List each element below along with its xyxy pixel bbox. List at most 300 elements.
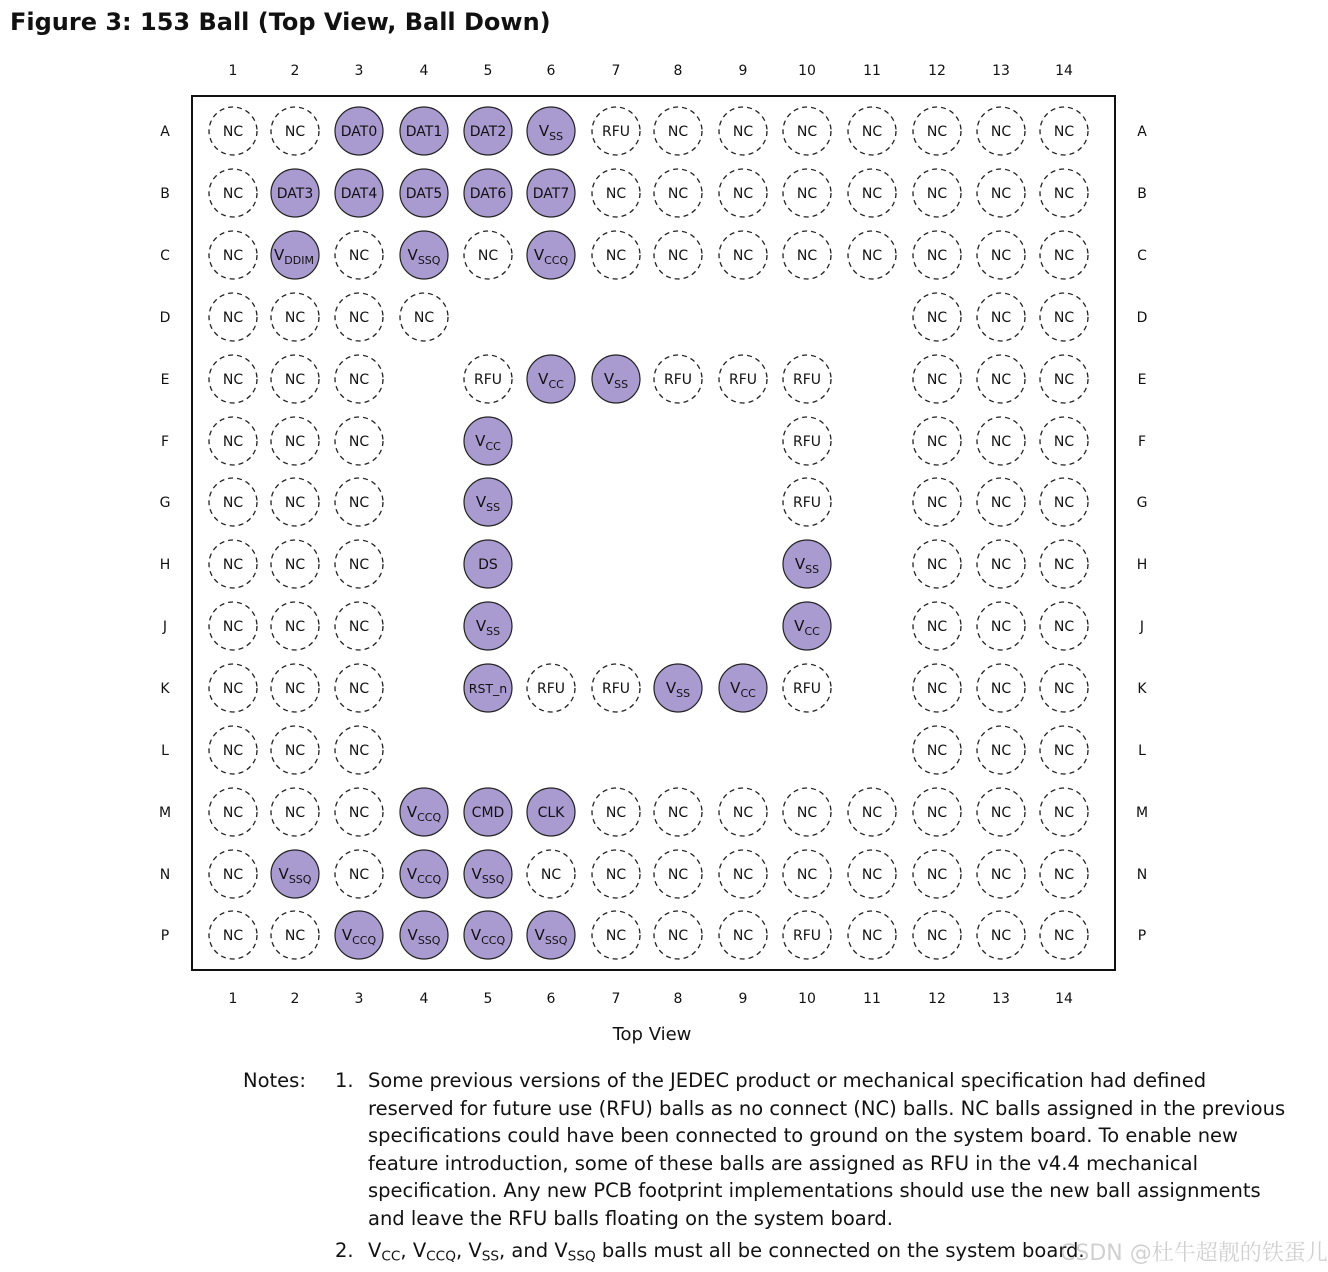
ball-label: NC [222, 743, 244, 759]
ball-label: NC [990, 928, 1012, 944]
ball-N2 [271, 850, 319, 898]
column-label-top: 14 [1055, 63, 1073, 79]
ball-label: NC [284, 495, 306, 511]
ball-P1 [209, 911, 257, 959]
ball-label: NC [1053, 928, 1075, 944]
ball-E7 [592, 355, 640, 403]
ball-C3 [335, 231, 383, 279]
ball-L14 [1040, 726, 1088, 774]
ball-F13 [977, 417, 1025, 465]
ball-D4 [400, 293, 448, 341]
ball-M8 [654, 788, 702, 836]
ball-label: NC [1053, 310, 1075, 326]
ball-K5 [464, 664, 512, 712]
ball-F10 [783, 417, 831, 465]
ball-N6 [527, 850, 575, 898]
figure-title: Figure 3: 153 Ball (Top View, Ball Down) [10, 8, 551, 36]
ball-K3 [335, 664, 383, 712]
ball-J12 [913, 602, 961, 650]
ball-label: NC [1053, 248, 1075, 264]
ball-label: NC [1053, 434, 1075, 450]
ball-label: $V_{SSQ}$ [534, 926, 568, 947]
ball-M5 [464, 788, 512, 836]
ball-label: NC [732, 805, 754, 821]
ball-D14 [1040, 293, 1088, 341]
ball-P10 [783, 911, 831, 959]
ball-label: NC [1053, 372, 1075, 388]
ball-N9 [719, 850, 767, 898]
ball-H2 [271, 540, 319, 588]
ball-label: NC [926, 310, 948, 326]
ball-label: DAT7 [532, 186, 570, 202]
ball-C8 [654, 231, 702, 279]
ball-C12 [913, 231, 961, 279]
ball-G12 [913, 478, 961, 526]
ball-label: NC [222, 248, 244, 264]
ball-label: RFU [792, 434, 822, 450]
ball-G2 [271, 478, 319, 526]
ball-E1 [209, 355, 257, 403]
row-labels-left [159, 124, 171, 944]
ball-label: NC [796, 867, 818, 883]
row-label-right: J [1139, 619, 1145, 635]
ball-label: NC [990, 681, 1012, 697]
ball-label: NC [222, 186, 244, 202]
ball-H14 [1040, 540, 1088, 588]
ball-K9 [719, 664, 767, 712]
ball-N4 [400, 850, 448, 898]
notes-label: Notes: [243, 1069, 306, 1092]
ball-label: NC [732, 124, 754, 140]
ball-label: $V_{SS}$ [475, 493, 501, 514]
ball-label: DAT0 [340, 124, 378, 140]
ball-H13 [977, 540, 1025, 588]
ball-C14 [1040, 231, 1088, 279]
column-labels-bottom [229, 991, 1073, 1007]
ball-label: NC [284, 310, 306, 326]
column-label-bottom: 3 [354, 991, 364, 1007]
column-label-bottom: 10 [798, 991, 816, 1007]
ball-E14 [1040, 355, 1088, 403]
column-label-bottom: 2 [290, 991, 300, 1007]
ball-label: NC [926, 186, 948, 202]
row-label-left: N [159, 867, 171, 883]
ball-N13 [977, 850, 1025, 898]
ball-J3 [335, 602, 383, 650]
ball-M9 [719, 788, 767, 836]
ball-label: $V_{SSQ}$ [407, 926, 441, 947]
column-label-bottom: 1 [228, 991, 238, 1007]
ball-label: NC [926, 805, 948, 821]
ball-J2 [271, 602, 319, 650]
ball-label: NC [926, 434, 948, 450]
ball-label: NC [990, 557, 1012, 573]
ball-N3 [335, 850, 383, 898]
ball-label: NC [605, 248, 627, 264]
ball-label: NC [732, 186, 754, 202]
ball-B7 [592, 169, 640, 217]
ball-B8 [654, 169, 702, 217]
ball-label: DAT6 [469, 186, 507, 202]
column-label-top: 3 [354, 63, 364, 79]
row-label-left: L [161, 743, 169, 759]
ball-K2 [271, 664, 319, 712]
note-2-number: 2. [335, 1239, 354, 1262]
ball-label: RFU [536, 681, 566, 697]
column-label-top: 8 [673, 63, 683, 79]
ball-label: $V_{CCQ}$ [406, 803, 442, 824]
ball-P8 [654, 911, 702, 959]
ball-J13 [977, 602, 1025, 650]
ball-label: NC [990, 867, 1012, 883]
ball-B2 [271, 169, 319, 217]
row-label-left: M [158, 805, 172, 821]
ball-N11 [848, 850, 896, 898]
ball-E2 [271, 355, 319, 403]
column-label-top: 6 [546, 63, 556, 79]
row-label-right: F [1137, 434, 1147, 450]
ball-M10 [783, 788, 831, 836]
ball-label: NC [413, 310, 435, 326]
ball-label: RST_n [468, 681, 508, 696]
column-label-top: 12 [928, 63, 946, 79]
ball-label: NC [926, 681, 948, 697]
ball-label: NC [926, 928, 948, 944]
ball-label: NC [990, 186, 1012, 202]
column-labels-top [229, 63, 1073, 79]
ball-N1 [209, 850, 257, 898]
ball-B3 [335, 169, 383, 217]
ball-label: NC [926, 248, 948, 264]
ball-M14 [1040, 788, 1088, 836]
ball-E9 [719, 355, 767, 403]
ball-A2 [271, 107, 319, 155]
ball-K8 [654, 664, 702, 712]
ball-label: NC [667, 186, 689, 202]
ball-label: NC [222, 372, 244, 388]
ball-label: $V_{CCQ}$ [406, 865, 442, 886]
column-label-bottom: 6 [546, 991, 556, 1007]
ball-label: NC [284, 434, 306, 450]
row-label-left: J [162, 619, 168, 635]
ball-label: NC [732, 248, 754, 264]
ball-label: $V_{SS}$ [794, 555, 820, 576]
row-label-right: E [1137, 372, 1147, 388]
column-label-bottom: 5 [483, 991, 493, 1007]
ball-J5 [464, 602, 512, 650]
ball-B12 [913, 169, 961, 217]
ball-E10 [783, 355, 831, 403]
ball-label: NC [222, 805, 244, 821]
row-label-left: G [159, 495, 171, 511]
column-label-bottom: 7 [611, 991, 621, 1007]
ball-label: NC [990, 310, 1012, 326]
ball-E5 [464, 355, 512, 403]
column-label-bottom: 12 [928, 991, 946, 1007]
row-label-left: C [160, 248, 170, 264]
ball-E6 [527, 355, 575, 403]
ball-H1 [209, 540, 257, 588]
ball-label: NC [284, 124, 306, 140]
ball-label: NC [732, 928, 754, 944]
ball-G5 [464, 478, 512, 526]
row-label-left: D [159, 310, 171, 326]
ball-K12 [913, 664, 961, 712]
ball-M1 [209, 788, 257, 836]
ball-label: NC [222, 310, 244, 326]
ball-label: NC [605, 186, 627, 202]
row-label-left: B [160, 186, 170, 202]
ball-P7 [592, 911, 640, 959]
ball-D13 [977, 293, 1025, 341]
ball-label: $V_{SSQ}$ [471, 865, 505, 886]
ball-label: RFU [728, 372, 758, 388]
ball-K13 [977, 664, 1025, 712]
ball-label: DAT4 [340, 186, 378, 202]
view-label: Top View [612, 1024, 692, 1045]
ball-label: NC [990, 124, 1012, 140]
ball-H12 [913, 540, 961, 588]
ball-label: NC [861, 805, 883, 821]
ball-label: NC [1053, 743, 1075, 759]
ball-B5 [464, 169, 512, 217]
ball-label: CLK [537, 805, 565, 821]
column-label-top: 10 [798, 63, 816, 79]
ball-N14 [1040, 850, 1088, 898]
ball-M6 [527, 788, 575, 836]
ball-G13 [977, 478, 1025, 526]
ball-P13 [977, 911, 1025, 959]
ball-label: $V_{SSQ}$ [407, 246, 441, 267]
ball-N12 [913, 850, 961, 898]
ball-label: $V_{SS}$ [538, 122, 564, 143]
ball-label: $V_{CCQ}$ [470, 926, 506, 947]
ball-A12 [913, 107, 961, 155]
ball-label: NC [222, 681, 244, 697]
ball-A4 [400, 107, 448, 155]
ball-label: RFU [663, 372, 693, 388]
ball-B9 [719, 169, 767, 217]
ball-P6 [527, 911, 575, 959]
ball-label: $V_{CC}$ [475, 432, 501, 453]
ball-label: NC [796, 805, 818, 821]
ball-label: DS [478, 557, 498, 573]
ball-P11 [848, 911, 896, 959]
ball-M11 [848, 788, 896, 836]
column-label-bottom: 4 [419, 991, 429, 1007]
ball-C13 [977, 231, 1025, 279]
ball-label: NC [796, 186, 818, 202]
ball-label: NC [796, 124, 818, 140]
ball-label: DAT5 [405, 186, 443, 202]
ball-label: NC [1053, 186, 1075, 202]
ball-C4 [400, 231, 448, 279]
ball-K6 [527, 664, 575, 712]
ball-label: RFU [792, 928, 822, 944]
ball-label: NC [990, 248, 1012, 264]
ball-A14 [1040, 107, 1088, 155]
ball-label: NC [1053, 867, 1075, 883]
row-label-left: K [160, 681, 170, 697]
ball-grid [209, 107, 1088, 959]
ball-label: NC [222, 495, 244, 511]
ball-P14 [1040, 911, 1088, 959]
ball-A7 [592, 107, 640, 155]
row-label-left: A [160, 124, 170, 140]
ball-P9 [719, 911, 767, 959]
row-label-right: B [1137, 186, 1147, 202]
ball-M3 [335, 788, 383, 836]
column-label-top: 11 [863, 63, 881, 79]
ball-J1 [209, 602, 257, 650]
ball-M7 [592, 788, 640, 836]
ball-label: NC [990, 619, 1012, 635]
ball-label: NC [348, 495, 370, 511]
ball-label: NC [926, 495, 948, 511]
ball-D1 [209, 293, 257, 341]
ball-label: NC [926, 867, 948, 883]
ball-label: NC [1053, 557, 1075, 573]
row-label-right: H [1136, 557, 1148, 573]
ball-L13 [977, 726, 1025, 774]
ball-label: NC [348, 867, 370, 883]
ball-label: NC [222, 557, 244, 573]
ball-B6 [527, 169, 575, 217]
ball-A11 [848, 107, 896, 155]
package-outline [192, 96, 1115, 970]
ball-label: NC [348, 743, 370, 759]
ball-N5 [464, 850, 512, 898]
ball-label: $V_{SS}$ [603, 370, 629, 391]
column-label-top: 1 [228, 63, 238, 79]
ball-B13 [977, 169, 1025, 217]
column-label-bottom: 9 [738, 991, 748, 1007]
ball-label: NC [990, 495, 1012, 511]
ball-N8 [654, 850, 702, 898]
row-labels-right [1136, 124, 1148, 944]
ball-label: NC [605, 928, 627, 944]
ball-C1 [209, 231, 257, 279]
ball-label: NC [222, 867, 244, 883]
ball-label: NC [348, 557, 370, 573]
ball-E3 [335, 355, 383, 403]
row-label-right: P [1137, 928, 1147, 944]
ball-label: $V_{CC}$ [794, 617, 820, 638]
ball-label: NC [926, 619, 948, 635]
row-label-right: G [1136, 495, 1148, 511]
ball-label: RFU [792, 495, 822, 511]
ball-M13 [977, 788, 1025, 836]
ball-H10 [783, 540, 831, 588]
note-1-text: Some previous versions of the JEDEC product or mechanical specification had defined reserved for future use (RFU) balls as no connect (NC) balls. NC balls assigned in the previous specifications could have been connected to ground on the system board. To enable new feature introduction, some of these balls are assigned as RFU in the v4.4 mechanical specification. Any new PCB footprint implementations should use the new ball assignments and leave the RFU balls floating on the system board. [368, 1069, 1286, 1230]
row-label-right: N [1136, 867, 1148, 883]
ball-F12 [913, 417, 961, 465]
ball-label: NC [222, 928, 244, 944]
ball-label: NC [1053, 619, 1075, 635]
ball-F14 [1040, 417, 1088, 465]
ball-B14 [1040, 169, 1088, 217]
ball-C6 [527, 231, 575, 279]
ball-D12 [913, 293, 961, 341]
ball-N7 [592, 850, 640, 898]
ball-label: NC [477, 248, 499, 264]
ball-J14 [1040, 602, 1088, 650]
column-label-bottom: 13 [992, 991, 1010, 1007]
ball-label: NC [348, 310, 370, 326]
ball-C11 [848, 231, 896, 279]
ball-label: NC [284, 557, 306, 573]
row-label-left: F [160, 434, 170, 450]
ball-label: $V_{CC}$ [730, 679, 756, 700]
ball-label: NC [284, 743, 306, 759]
ball-L1 [209, 726, 257, 774]
ball-label: NC [284, 619, 306, 635]
ball-label: RFU [792, 372, 822, 388]
ball-N10 [783, 850, 831, 898]
ball-label: NC [222, 434, 244, 450]
ball-A10 [783, 107, 831, 155]
ball-label: NC [348, 372, 370, 388]
ball-A5 [464, 107, 512, 155]
ball-K14 [1040, 664, 1088, 712]
row-label-right: L [1138, 743, 1146, 759]
ball-A13 [977, 107, 1025, 155]
ball-C9 [719, 231, 767, 279]
ball-label: $V_{SSQ}$ [278, 865, 312, 886]
ball-label: NC [1053, 124, 1075, 140]
ball-G3 [335, 478, 383, 526]
ball-label: NC [284, 681, 306, 697]
ball-K1 [209, 664, 257, 712]
ball-label: RFU [601, 124, 631, 140]
ball-E12 [913, 355, 961, 403]
ball-L2 [271, 726, 319, 774]
ball-label: $V_{CCQ}$ [533, 246, 569, 267]
ball-A8 [654, 107, 702, 155]
ball-B1 [209, 169, 257, 217]
ball-P3 [335, 911, 383, 959]
column-label-top: 9 [738, 63, 748, 79]
ball-P2 [271, 911, 319, 959]
ball-D2 [271, 293, 319, 341]
column-label-top: 7 [611, 63, 621, 79]
row-label-left: H [159, 557, 171, 573]
ball-label: RFU [601, 681, 631, 697]
ball-label: NC [667, 124, 689, 140]
ball-G14 [1040, 478, 1088, 526]
ball-label: NC [667, 805, 689, 821]
row-label-right: K [1137, 681, 1147, 697]
ball-label: NC [926, 743, 948, 759]
ball-H3 [335, 540, 383, 588]
ball-B10 [783, 169, 831, 217]
ball-J10 [783, 602, 831, 650]
ball-label: NC [732, 867, 754, 883]
ball-label: NC [348, 248, 370, 264]
ball-G1 [209, 478, 257, 526]
ball-label: NC [1053, 495, 1075, 511]
ball-C7 [592, 231, 640, 279]
row-label-right: M [1135, 805, 1149, 821]
ball-D3 [335, 293, 383, 341]
ball-label: NC [348, 434, 370, 450]
ball-label: NC [605, 805, 627, 821]
ball-label: NC [990, 372, 1012, 388]
ball-label: NC [540, 867, 562, 883]
ball-label: NC [284, 372, 306, 388]
row-label-left: E [160, 372, 170, 388]
ball-label: NC [348, 805, 370, 821]
